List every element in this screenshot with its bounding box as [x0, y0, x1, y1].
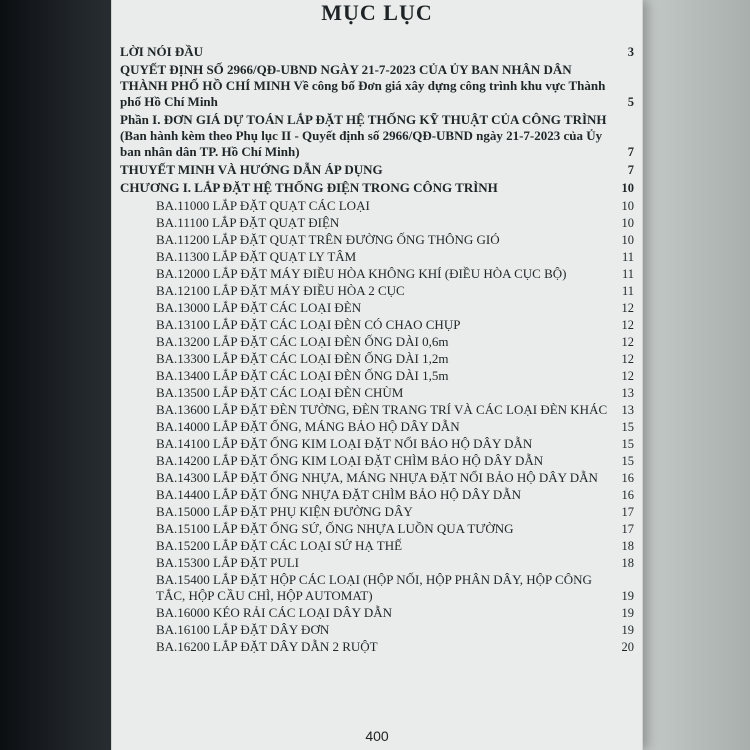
- toc-entry: [120, 402, 634, 418]
- toc-entry-page: 12: [621, 352, 634, 366]
- toc-entry-text: BA.16100 LẮP ĐẶT DÂY ĐƠN: [156, 622, 330, 637]
- toc-entry: [120, 249, 634, 265]
- toc-entry-page: 19: [621, 606, 634, 620]
- toc-entry: [120, 180, 634, 196]
- toc-entry-page: 15: [621, 454, 634, 468]
- toc-entry-text: BA.13200 LẮP ĐẶT CÁC LOẠI ĐÈN ỐNG DÀI 0,6m: [156, 334, 449, 349]
- toc-entry-page: 16: [621, 471, 634, 485]
- background-left: [0, 0, 120, 750]
- toc-entry-text: THUYẾT MINH VÀ HƯỚNG DẪN ÁP DỤNG: [120, 162, 383, 177]
- toc-entry: [120, 605, 634, 621]
- toc-entry: [120, 453, 634, 469]
- toc-entry-page: 3: [627, 45, 634, 59]
- toc-entry-text: LỜI NÓI ĐẦU: [120, 44, 204, 59]
- toc-entry: [120, 351, 634, 367]
- toc-entry-page: 19: [621, 623, 634, 637]
- toc-entry-text: BA.12100 LẮP ĐẶT MÁY ĐIỀU HÒA 2 CỤC: [156, 283, 405, 298]
- toc-entry: [120, 44, 634, 60]
- toc-entry: [120, 283, 634, 299]
- toc-entry-page: 15: [621, 437, 634, 451]
- toc-entry: [120, 385, 634, 401]
- toc-entry-page: 16: [621, 488, 634, 502]
- toc-entry-text: BA.15300 LẮP ĐẶT PULI: [156, 555, 300, 570]
- toc-entry: [120, 198, 634, 214]
- toc-entry-text: BA.14000 LẮP ĐẶT ỐNG, MÁNG BẢO HỘ DÂY DẪN: [156, 419, 460, 434]
- toc-entry-page: 11: [621, 267, 634, 281]
- toc-entry: [120, 521, 634, 537]
- toc-entry-text: BA.14300 LẮP ĐẶT ỐNG NHỰA, MÁNG NHỰA ĐẶT NỔI BẢO HỘ DÂY DẪN: [156, 470, 598, 485]
- toc-entry-page: 20: [621, 640, 634, 654]
- toc-entry-page: 11: [621, 250, 634, 264]
- toc-entry: [120, 162, 634, 178]
- toc-entry: [120, 317, 634, 333]
- toc-entry-page: 17: [621, 522, 634, 536]
- toc-entry-text: BA.14200 LẮP ĐẶT ỐNG KIM LOẠI ĐẶT CHÌM BẢO HỘ DÂY DẪN: [156, 453, 544, 468]
- toc-entry-page: 12: [621, 335, 634, 349]
- toc-entry-text: BA.11000 LẮP ĐẶT QUẠT CÁC LOẠI: [156, 198, 370, 213]
- toc-entry-page: 13: [621, 403, 634, 417]
- toc-entry: [120, 419, 634, 435]
- toc-entry-text: BA.14400 LẮP ĐẶT ỐNG NHỰA ĐẶT CHÌM BẢO HỘ DÂY DẪN: [156, 487, 522, 502]
- toc-entry-text: BA.16000 KÉO RẢI CÁC LOẠI DÂY DẪN: [156, 605, 393, 620]
- toc-entry-page: 7: [627, 145, 634, 159]
- toc-entry-text: BA.15200 LẮP ĐẶT CÁC LOẠI SỨ HẠ THẾ: [156, 538, 403, 553]
- toc-entry-text: Phần I. ĐƠN GIÁ DỰ TOÁN LẮP ĐẶT HỆ THỐNG KỸ THUẬT CỦA CÔNG TRÌNH (Ban hành kèm theo Phụ lục II - Quyết định số 2966/QĐ-UBND ngày 21-7-2023 của Ủy ban nhân dân TP. Hồ Chí Minh): [120, 112, 607, 159]
- toc-entry: [120, 470, 634, 486]
- toc-entry: [120, 622, 634, 638]
- toc-entry-text: BA.16200 LẮP ĐẶT DÂY DẪN 2 RUỘT: [156, 639, 378, 654]
- toc-entry-text: BA.13100 LẮP ĐẶT CÁC LOẠI ĐÈN CÓ CHAO CHỤP: [156, 317, 461, 332]
- toc-entry: [120, 639, 634, 655]
- toc-entry-text: BA.15400 LẮP ĐẶT HỘP CÁC LOẠI (HỘP NỐI, HỘP PHÂN DÂY, HỘP CÔNG TẮC, HỘP CẦU CHÌ, HỘP AUTOMAT): [156, 572, 592, 603]
- toc-entry: [120, 555, 634, 571]
- toc-entry: [120, 538, 634, 554]
- toc-entry-text: BA.11100 LẮP ĐẶT QUẠT ĐIỆN: [156, 215, 340, 230]
- toc-entry: [120, 266, 634, 282]
- toc-entry-page: 11: [621, 284, 634, 298]
- toc-entry-text: BA.13300 LẮP ĐẶT CÁC LOẠI ĐÈN ỐNG DÀI 1,2m: [156, 351, 449, 366]
- toc-entry-text: BA.15000 LẮP ĐẶT PHỤ KIỆN ĐƯỜNG DÂY: [156, 504, 413, 519]
- toc-entry-page: 18: [621, 556, 634, 570]
- toc-entry-text: BA.12000 LẮP ĐẶT MÁY ĐIỀU HÒA KHÔNG KHÍ (ĐIỀU HÒA CỤC BỘ): [156, 266, 567, 281]
- toc-entry: [120, 62, 634, 110]
- toc-entry: [120, 300, 634, 316]
- toc-entry: [120, 368, 634, 384]
- toc-entry: [120, 215, 634, 231]
- toc-title: MỤC LỤC: [321, 0, 433, 25]
- toc-entry-page: 18: [621, 539, 634, 553]
- toc-entry-page: 13: [621, 386, 634, 400]
- toc-entry-text: BA.11200 LẮP ĐẶT QUẠT TRÊN ĐƯỜNG ỐNG THÔNG GIÓ: [156, 232, 500, 247]
- toc-entry: [120, 572, 634, 604]
- toc-entry-page: 10: [621, 216, 634, 230]
- toc-entry: [120, 504, 634, 520]
- toc-entry: [120, 487, 634, 503]
- toc-entry: [120, 232, 634, 248]
- toc-entry-text: BA.14100 LẮP ĐẶT ỐNG KIM LOẠI ĐẶT NỔI BẢO HỘ DÂY DẪN: [156, 436, 533, 451]
- toc-entry: [120, 436, 634, 452]
- toc-entry-text: CHƯƠNG I. LẮP ĐẶT HỆ THỐNG ĐIỆN TRONG CÔNG TRÌNH: [120, 180, 498, 195]
- toc-entry-page: 19: [621, 589, 634, 603]
- toc-entry-page: 12: [621, 301, 634, 315]
- toc-entry-page: 10: [621, 181, 634, 195]
- toc-entry-page: 7: [627, 163, 634, 177]
- toc-entry-page: 17: [621, 505, 634, 519]
- toc-entry-text: BA.13600 LẮP ĐẶT ĐÈN TƯỜNG, ĐÈN TRANG TRÍ VÀ CÁC LOẠI ĐÈN KHÁC: [156, 402, 608, 417]
- document-page: [112, 0, 642, 750]
- toc-entry-text: BA.13000 LẮP ĐẶT CÁC LOẠI ĐÈN: [156, 300, 362, 315]
- toc-entry: [120, 334, 634, 350]
- toc-entry-page: 10: [621, 233, 634, 247]
- toc-entry-text: BA.13500 LẮP ĐẶT CÁC LOẠI ĐÈN CHÙM: [156, 385, 404, 400]
- toc-entry-page: 5: [627, 95, 634, 109]
- toc-entry-page: 15: [621, 420, 634, 434]
- page-number: 400: [365, 728, 389, 744]
- toc-entry-page: 12: [621, 369, 634, 383]
- toc-entry: [120, 112, 634, 160]
- toc-entry-page: 10: [621, 199, 634, 213]
- toc-list: [120, 44, 634, 656]
- toc-entry-page: 12: [621, 318, 634, 332]
- toc-entry-text: QUYẾT ĐỊNH SỐ 2966/QĐ-UBND NGÀY 21-7-2023 CỦA ỦY BAN NHÂN DÂN THÀNH PHỐ HỒ CHÍ MINH Về công bố Đơn giá xây dựng công trình khu vực Thành phố Hồ Chí Minh: [120, 62, 606, 109]
- toc-entry-text: BA.13400 LẮP ĐẶT CÁC LOẠI ĐÈN ỐNG DÀI 1,5m: [156, 368, 449, 383]
- toc-entry-text: BA.15100 LẮP ĐẶT ỐNG SỨ, ỐNG NHỰA LUỒN QUA TƯỜNG: [156, 521, 514, 536]
- toc-entry-text: BA.11300 LẮP ĐẶT QUẠT LY TÂM: [156, 249, 357, 264]
